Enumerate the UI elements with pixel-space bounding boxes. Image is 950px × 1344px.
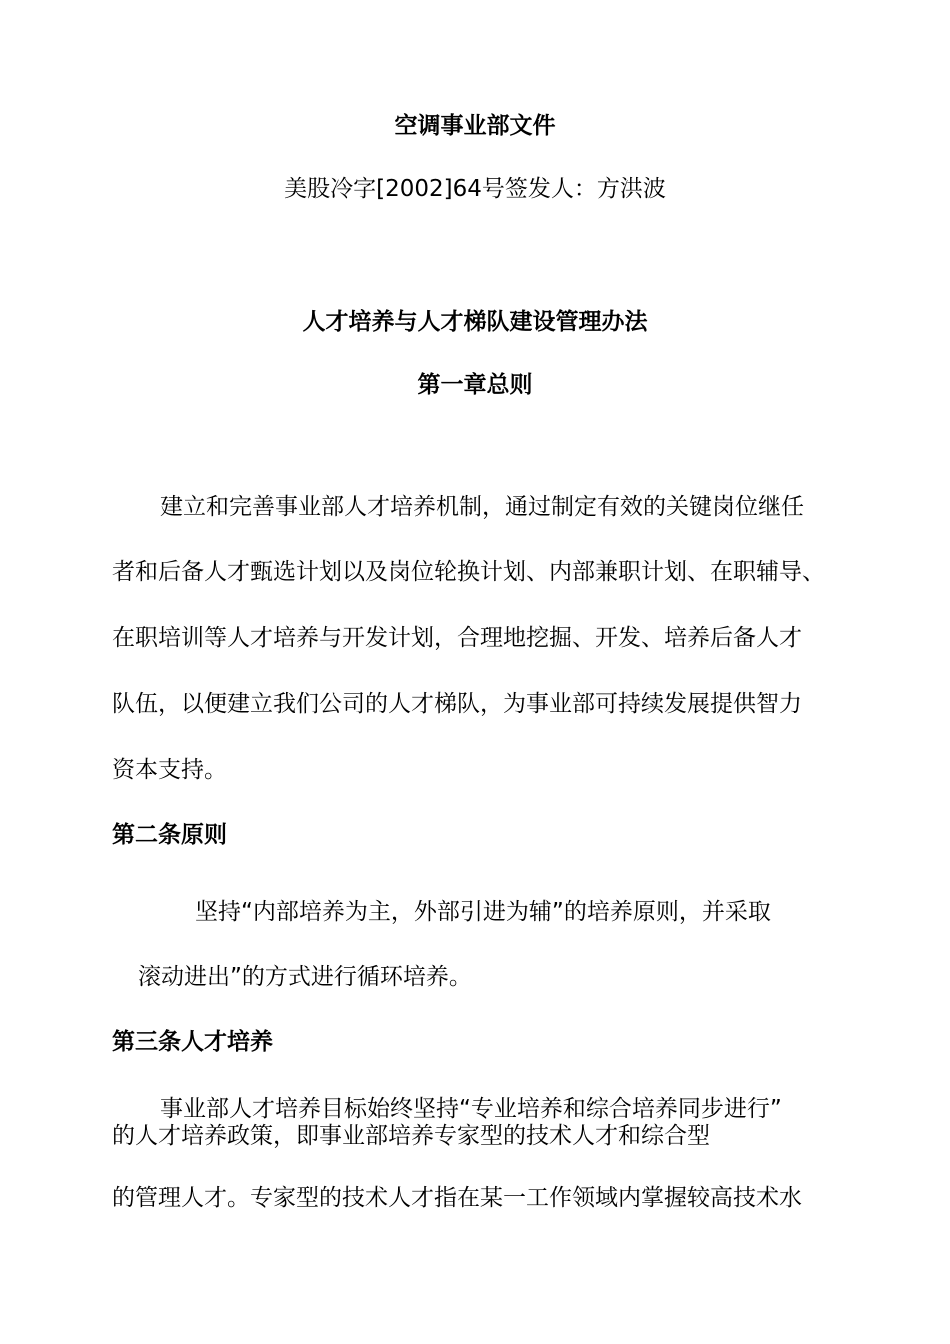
paragraph-line: 的人才培养政策，即事业部培养专家型的技术人才和综合型: [112, 1123, 710, 1149]
paragraph-line: 队伍，以便建立我们公司的人才梯队，为事业部可持续发展提供智力: [112, 691, 802, 717]
paragraph-line: 坚持“内部培养为主，外部引进为辅”的培养原则，并采取: [195, 899, 771, 925]
org-title: 空调事业部文件: [394, 113, 556, 139]
paragraph-line: 者和后备人才甄选计划以及岗位轮换计划、内部兼职计划、在职辅导、: [112, 559, 825, 585]
article-3-heading: 第三条人才培养: [112, 1029, 273, 1055]
paragraph-line: 的管理人才。专家型的技术人才指在某一工作领域内掌握较高技术水: [112, 1185, 802, 1211]
paragraph-line: 滚动进出”的方式进行循环培养。: [138, 964, 472, 990]
article-2-heading: 第二条原则: [112, 822, 227, 848]
paragraph-line: 在职培训等人才培养与开发计划，合理地挖掘、开发、培养后备人才: [112, 625, 802, 651]
chapter-heading: 第一章总则: [417, 372, 533, 398]
paragraph-line: 事业部人才培养目标始终坚持“专业培养和综合培养同步进行”: [160, 1096, 782, 1122]
doc-number-line: 美股冷字[2002]64号签发人：方洪波: [284, 176, 666, 202]
paragraph-line: 资本支持。: [112, 757, 227, 783]
document-title: 人才培养与人才梯队建设管理办法: [302, 309, 648, 335]
paragraph-line: 建立和完善事业部人才培养机制，通过制定有效的关键岗位继任: [160, 494, 804, 520]
